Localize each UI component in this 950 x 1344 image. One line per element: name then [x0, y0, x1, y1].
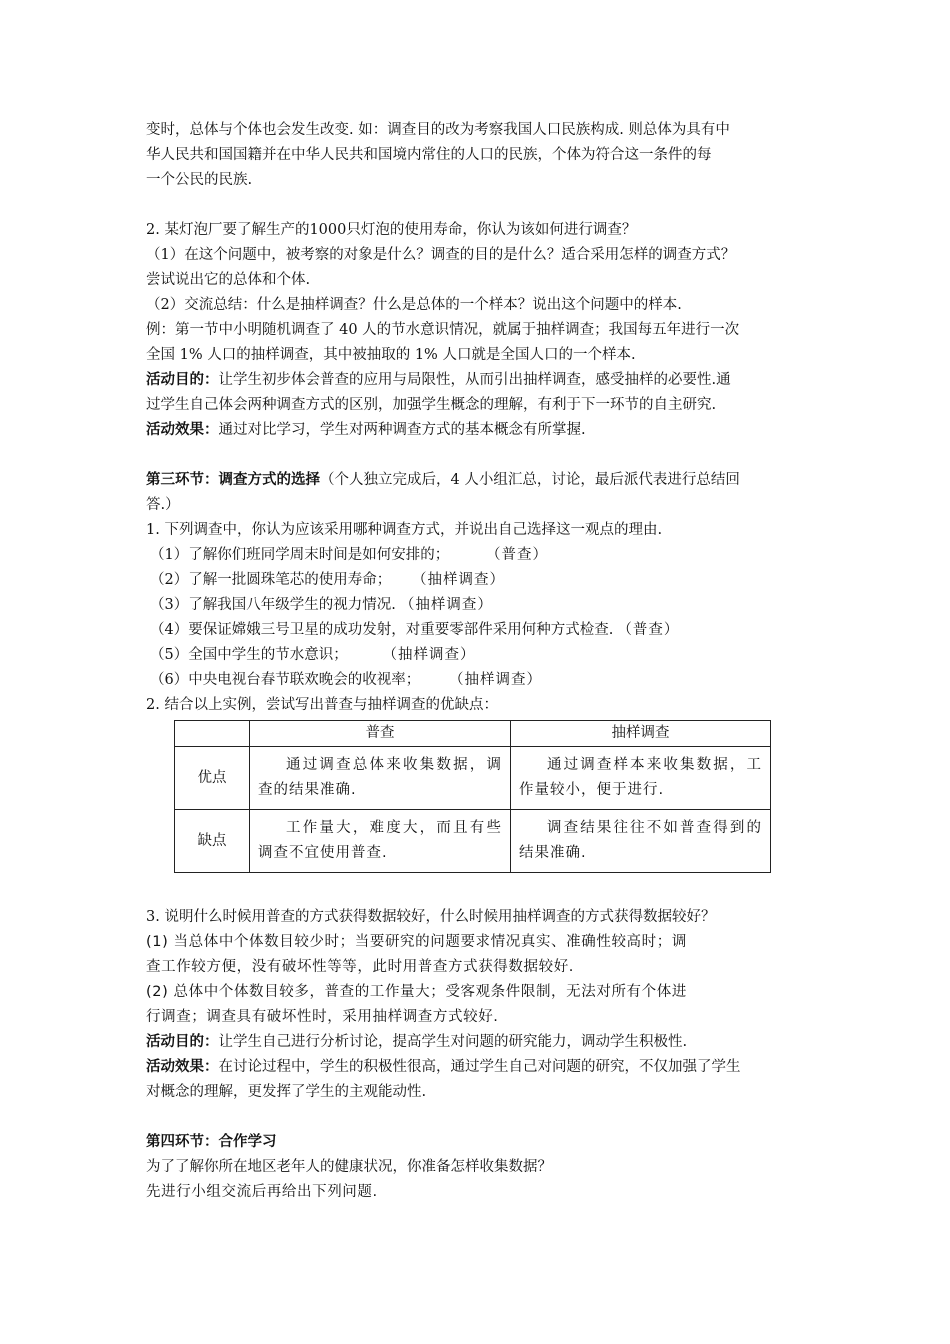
- section-3-heading: 第三环节：调查方式的选择: [146, 472, 320, 488]
- table-cell-census: 工作量大，难度大，而且有些调查不宜使用普查.: [250, 810, 511, 873]
- section-3-note-cont: 答.）: [146, 497, 180, 513]
- activity-effect: [146, 418, 810, 443]
- answer-3-line: (2) 总体中个体数目较多，普查的工作量大；受客观条件限制，无法对所有个体进: [146, 984, 687, 1000]
- activity-purpose-text: 让学生初步体会普查的应用与局限性，从而引出抽样调查，感受抽样的必要性.通: [218, 372, 731, 388]
- section-3-heading-line: [146, 468, 810, 493]
- intro-line: 变时，总体与个体也会发生改变. 如：调查目的改为考察我国人口民族构成. 则总体为具有中: [146, 122, 730, 138]
- activity-purpose: [146, 368, 810, 393]
- activity-effect-cont: 对概念的理解，更发挥了学生的主观能动性.: [146, 1084, 427, 1100]
- activity-purpose-label: 活动目的：: [146, 1034, 219, 1050]
- activity-purpose-text: 让学生自己进行分析讨论，提高学生对问题的研究能力，调动学生积极性.: [218, 1034, 688, 1050]
- activity-effect: [146, 1055, 810, 1080]
- activity-effect-label: 活动效果：: [146, 422, 219, 438]
- activity-effect-label: 活动效果：: [146, 1059, 219, 1075]
- question-2-title: 2. 某灯泡厂要了解生产的1000只灯泡的使用寿命，你认为该如何进行调查？: [146, 222, 637, 238]
- table-header-empty: [175, 721, 250, 747]
- survey-item: [146, 568, 810, 593]
- table-row-label: 优点: [175, 747, 250, 810]
- table-header-census: 普查: [250, 721, 511, 747]
- survey-item: [146, 643, 810, 668]
- example-line: 全国 1% 人口的抽样调查，其中被抽取的 1% 人口就是全国人口的一个样本.: [146, 347, 636, 363]
- section-4-line: 先进行小组交流后再给出下列问题.: [146, 1184, 378, 1200]
- table-row-label: 缺点: [175, 810, 250, 873]
- survey-item-text: （6）中央电视台春节联欢晚会的收视率；: [150, 672, 421, 688]
- answer-3-line: (1) 当总体中个体数目较少时；当要研究的问题要求情况真实、准确性较高时；调: [146, 934, 687, 950]
- survey-item-text: （3）了解我国八年级学生的视力情况.: [150, 597, 396, 613]
- answer-3-line: 查工作较方便，没有破坏性等等，此时用普查方式获得数据较好.: [146, 959, 575, 975]
- section-3-q2: 2. 结合以上实例，尝试写出普查与抽样调查的优缺点：: [146, 697, 498, 713]
- section-3-q3: 3. 说明什么时候用普查的方式获得数据较好，什么时候用抽样调查的方式获得数据较好？: [146, 909, 716, 925]
- table-row: [175, 810, 771, 873]
- table-cell-census: 通过调查总体来收集数据，调查的结果准确.: [250, 747, 511, 810]
- intro-line: 华人民共和国国籍并在中华人民共和国境内常住的人口的民族，个体为符合这一条件的每: [146, 147, 712, 163]
- section-4-line: 为了了解你所在地区老年人的健康状况，你准备怎样收集数据？: [146, 1159, 552, 1175]
- activity-effect-text: 通过对比学习，学生对两种调查方式的基本概念有所掌握.: [218, 422, 586, 438]
- survey-item-answer: （普查）: [493, 547, 548, 563]
- intro-line: 一个公民的民族.: [146, 172, 253, 188]
- activity-effect-text: 在讨论过程中，学生的积极性很高，通过学生自己对问题的研究，不仅加强了学生: [218, 1059, 741, 1075]
- section-3-note: （个人独立完成后，4 人小组汇总，讨论，最后派代表进行总结回: [320, 472, 740, 488]
- activity-purpose-cont: 过学生自己体会两种调查方式的区别，加强学生概念的理解，有利于下一环节的自主研究.: [146, 397, 717, 413]
- table-header-row: [175, 721, 771, 747]
- survey-item-text: （2）了解一批圆珠笔芯的使用寿命；: [150, 572, 392, 588]
- question-2-part1: （1）在这个问题中，被考察的对象是什么？调查的目的是什么？适合采用怎样的调查方式？: [146, 247, 736, 263]
- section-3-q1: 1. 下列调查中，你认为应该采用哪种调查方式，并说出自己选择这一观点的理由.: [146, 522, 663, 538]
- answer-3-line: 行调查；调查具有破坏性时，采用抽样调查方式较好.: [146, 1009, 499, 1025]
- section-4-heading: 第四环节：合作学习: [146, 1134, 277, 1150]
- survey-item-answer: （普查）: [617, 622, 680, 638]
- example-line: 例：第一节中小明随机调查了 40 人的节水意识情况，就属于抽样调查；我国每五年进行一次: [146, 322, 740, 338]
- table-header-sample: 抽样调查: [511, 721, 771, 747]
- survey-item-answer: （抽样调查）: [399, 597, 493, 613]
- table-row: [175, 747, 771, 810]
- survey-item-text: （5）全国中学生的节水意识；: [150, 647, 348, 663]
- document-page: [146, 118, 810, 1205]
- activity-purpose-label: 活动目的：: [146, 372, 219, 388]
- question-2-part2: （2）交流总结：什么是抽样调查？什么是总体的一个样本？说出这个问题中的样本.: [146, 297, 682, 313]
- survey-item-answer: （抽样调查）: [419, 572, 505, 588]
- table-cell-sample: 调查结果往往不如普查得到的结果准确.: [511, 810, 771, 873]
- comparison-table: [174, 720, 771, 873]
- survey-item: [146, 543, 810, 568]
- survey-item: [146, 668, 810, 693]
- survey-item-answer: （抽样调查）: [456, 672, 542, 688]
- question-2-part1: 尝试说出它的总体和个体.: [146, 272, 311, 288]
- table-cell-sample: 通过调查样本来收集数据，工作量较小，便于进行.: [511, 747, 771, 810]
- activity-purpose: [146, 1030, 810, 1055]
- survey-item-text: （1）了解你们班同学周末时间是如何安排的；: [150, 547, 450, 563]
- survey-item: [146, 618, 810, 643]
- survey-item: [146, 593, 810, 618]
- survey-item-answer: （抽样调查）: [389, 647, 476, 663]
- survey-item-text: （4）要保证嫦娥三号卫星的成功发射，对重要零部件采用何种方式检查.: [150, 622, 614, 638]
